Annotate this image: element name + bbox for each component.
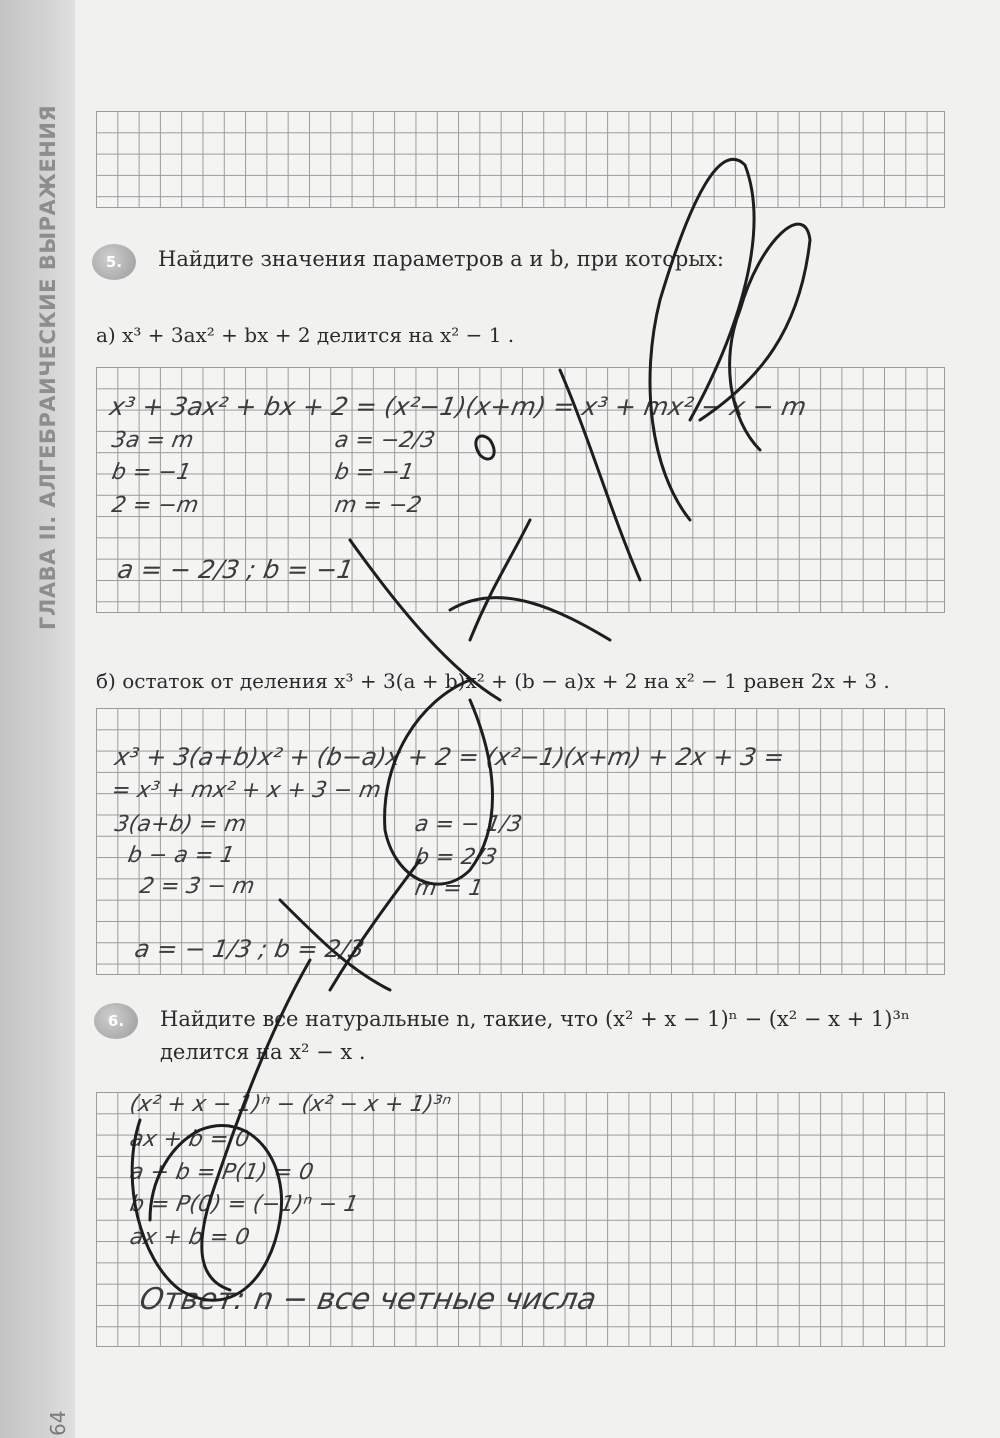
handwriting-6-line: b = P(0) = (−1)ⁿ − 1 — [127, 1192, 361, 1217]
task-5-text: Найдите значения параметров a и b, при которых: — [158, 247, 724, 271]
scribble-stroke — [470, 520, 530, 640]
handwriting-6-line: ax + b = 0 — [127, 1225, 252, 1250]
handwriting-5a-line: b = −1 — [109, 460, 194, 485]
scribble-stroke — [385, 680, 493, 884]
task-6-text-line2: делится на x² − x . — [160, 1040, 366, 1064]
scribble-stroke — [650, 159, 754, 520]
handwriting-5a-line: 2 = −m — [109, 493, 201, 518]
handwriting-6-line: (x² + x − 1)ⁿ − (x² − x + 1)³ⁿ — [127, 1092, 453, 1117]
handwriting-5a-line: 3a = m — [109, 428, 196, 453]
handwriting-5b-line: b = 2/3 — [412, 845, 500, 870]
handwriting-5a-line: a = −2/3 — [332, 428, 437, 453]
task-5-badge: 5. — [92, 244, 136, 280]
handwriting-5b-line: b − a = 1 — [125, 843, 237, 868]
chapter-title: ГЛАВА II. АЛГЕБРАИЧЕСКИЕ ВЫРАЖЕНИЯ — [36, 104, 60, 630]
handwriting-5b-line: m = 1 — [412, 876, 486, 901]
task-5a-text: а) x³ + 3ax² + bx + 2 делится на x² − 1 . — [96, 323, 515, 347]
handwriting-5a-line: x³ + 3ax² + bx + 2 = (x²−1)(x+m) = x³ + mx² − x − m — [107, 392, 809, 421]
scribble-stroke — [330, 860, 420, 990]
handwriting-5a-line: b = −1 — [332, 460, 417, 485]
page-number: 64 — [46, 1410, 70, 1436]
scribble-stroke — [280, 900, 390, 990]
handwriting-5b-line: a = − 1/3 — [412, 812, 524, 837]
scribble-stroke — [560, 370, 640, 580]
scribble-stroke — [476, 436, 494, 459]
handwriting-5a-answer: a = − 2/3 ; b = −1 — [115, 555, 356, 584]
handwriting-6-answer: Ответ: n − все четные числа — [136, 1282, 600, 1317]
handwriting-6-line: ax + b = 0 — [127, 1127, 252, 1152]
task-6-text-line1: Найдите все натуральные n, такие, что (x² + x − 1)ⁿ − (x² − x + 1)³ⁿ — [160, 1007, 910, 1031]
handwriting-5b-line: x³ + 3(a+b)x² + (b−a)x + 2 = (x²−1)(x+m) + 2x + 3 = — [112, 743, 787, 771]
handwriting-5b-line: 2 = 3 − m — [137, 874, 257, 899]
handwriting-5b-line: = x³ + mx² + x + 3 − m — [109, 778, 383, 803]
handwriting-5b-answer: a = − 1/3 ; b = 2/3 — [132, 935, 367, 963]
task-5b-text: б) остаток от деления x³ + 3(a + b)x² + (b − a)x + 2 на x² − 1 равен 2x + 3 . — [96, 669, 890, 693]
handwriting-6-line: a + b = P(1) = 0 — [127, 1160, 316, 1185]
task-6-badge: 6. — [94, 1003, 138, 1039]
handwriting-5b-line: 3(a+b) = m — [112, 812, 249, 837]
scribble-stroke — [700, 224, 810, 450]
handwriting-5a-line: m = −2 — [332, 493, 424, 518]
